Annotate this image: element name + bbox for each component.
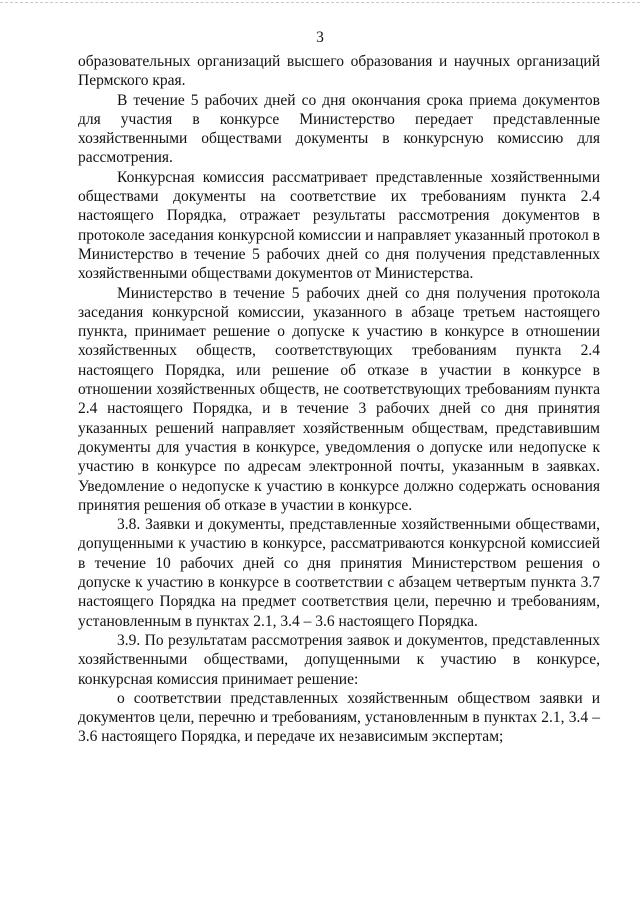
paragraph-3-9: 3.9. По результатам рассмотрения заявок и документов, представленных хозяйственными обществами, допущенными к участию в конкурсе, конкурсная комиссия принимает решение: xyxy=(78,631,600,688)
paragraph-3-8: 3.8. Заявки и документы, представленные хозяйственными обществами, допущенными к участию в конкурсе, рассматриваются конкурсной комиссией в течение 10 рабочих дней со дня принятия Министерством решения о допуске к участию в конкурсе в соответствии с абзацем четвертым пункта 3.7 настоящего Порядка на предмет соответствия цели, перечню и требованиям, установленным в пунктах 2.1, 3.4 – 3.6 настоящего Порядка. xyxy=(78,516,600,630)
page-number: 3 xyxy=(316,29,324,46)
paragraph-commission-review: Конкурсная комиссия рассматривает представленные хозяйственными обществами документы на соответствие их требованиям пункта 2.4 настоящего Порядка, отражает результаты рассмотрения документов в протоколе заседания конкурсной комиссии и направляет указанный протокол в Министерство в течение 5 рабочих дней со дня получения представленных хозяйственными обществами документов от Министерства. xyxy=(78,168,600,283)
paragraph-ministry-decision: Министерство в течение 5 рабочих дней со дня получения протокола заседания конкурсной комиссии, указанного в абзаце третьем настоящего пункта, принимает решение о допуске к участию в конкурсе в отношении хозяйственных обществ, соответствующих требованиям пункта 2.4 настоящего Порядка, или решение об отказе в участии в конкурсе в отношении хозяйственных обществ, не соответствующих требованиям пункта 2.4 настоящего Порядка, и в течение 3 рабочих дней со дня принятия указанных решений направляет хозяйственным обществам, представившим документы для участия в конкурсе, уведомления о допуске или недопуске к участию в конкурсе по адресам электронной почты, указанным в заявках. Уведомление о недопуске к участию в конкурсе должно содержать основания принятия решения об отказе в участии в конкурсе. xyxy=(78,284,600,514)
paragraph-document-transfer: В течение 5 рабочих дней со дня окончания срока приема документов для участия в конкурсе Министерство передает представленные хозяйственными обществами документы в конкурсную комиссию для рассмотрения. xyxy=(78,91,600,167)
paragraph-continuation: образовательных организаций высшего образования и научных организаций Пермского края. xyxy=(78,53,600,90)
paragraph-decision-item: о соответствии представленных хозяйственным обществом заявки и документов цели, перечню и требованиям, установленным в пунктах 2.1, 3.4 – 3.6 настоящего Порядка, и передаче их независимым экспертам; xyxy=(78,689,600,746)
document-body xyxy=(78,52,600,747)
scan-top-edge xyxy=(0,2,640,3)
